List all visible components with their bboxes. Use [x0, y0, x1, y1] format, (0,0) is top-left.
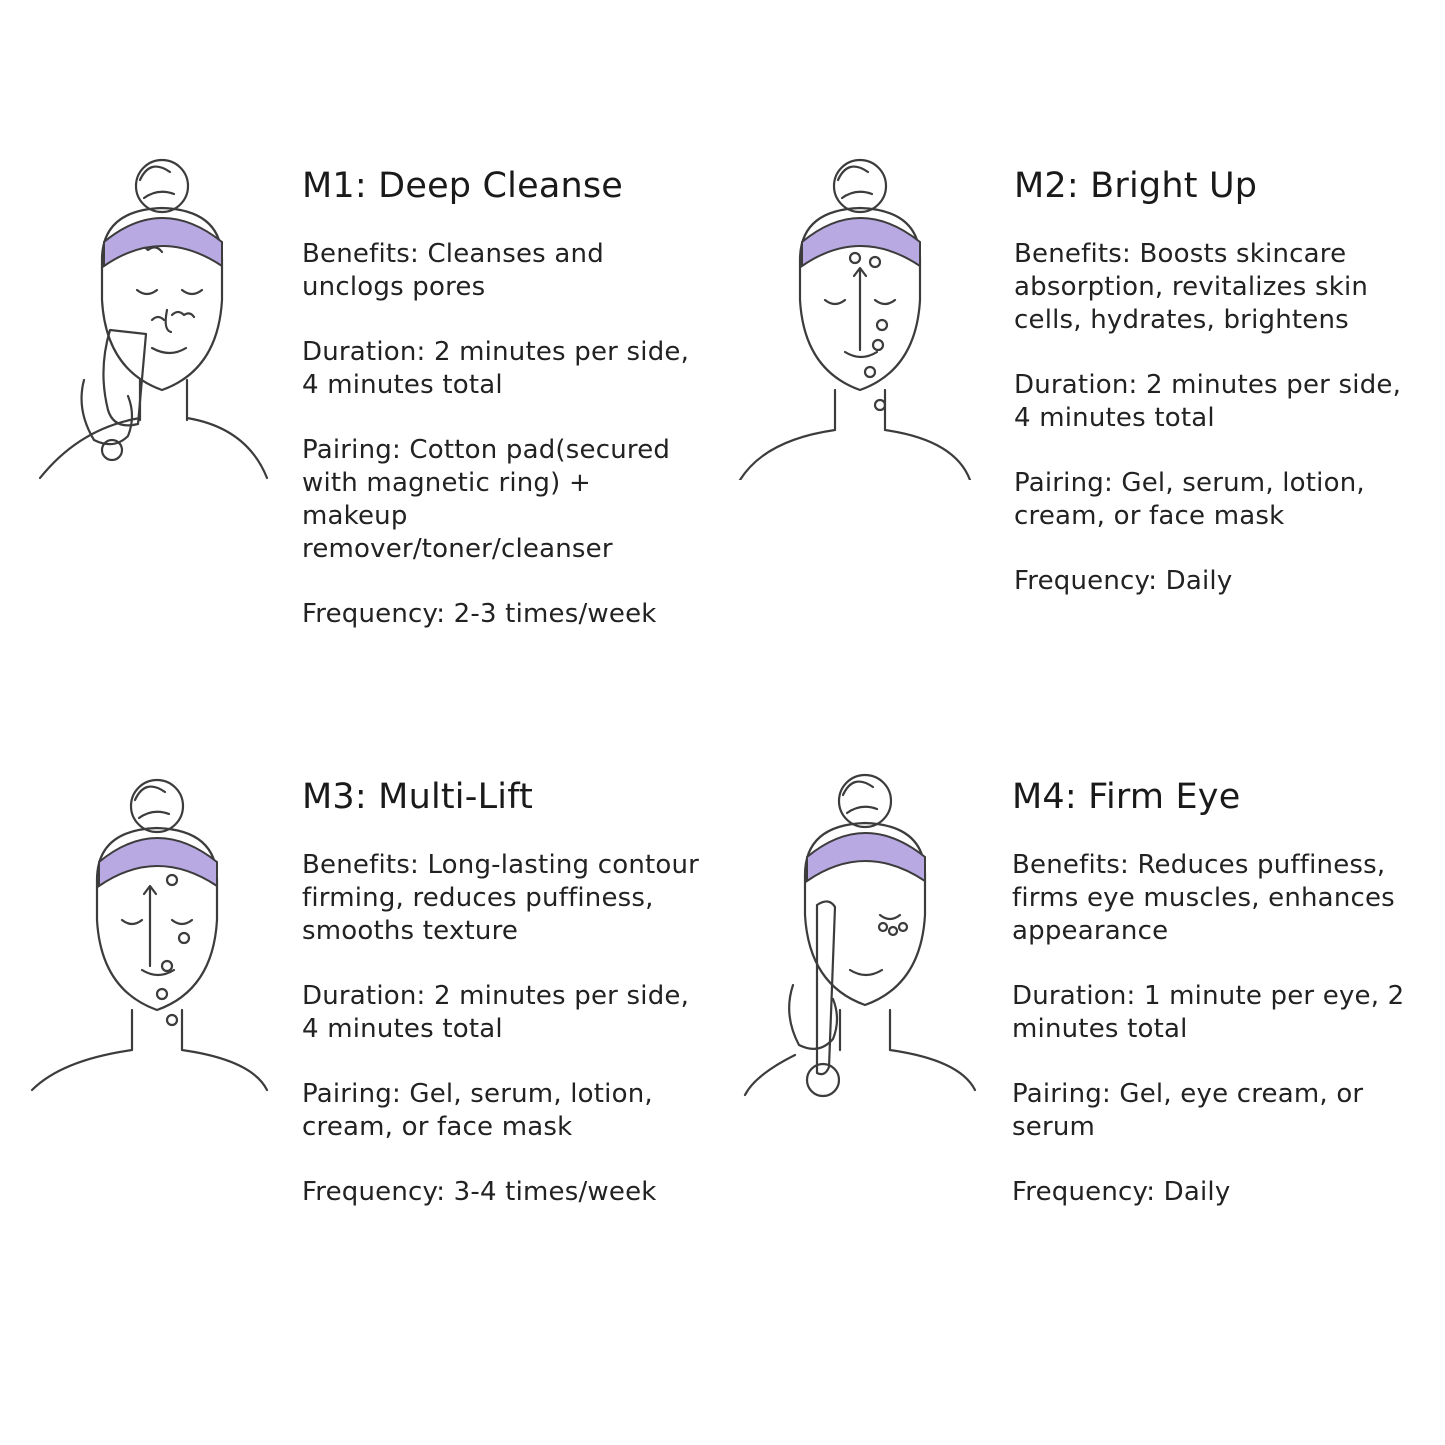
pairing-text: Pairing: Gel, serum, lotion, cream, or face mask — [1014, 468, 1365, 531]
woman-using-eye-device-icon — [735, 765, 995, 1105]
benefits-text: Benefits: Boosts skincare absorption, revitalizes skin cells, hydrates, brightens — [1014, 239, 1369, 335]
woman-using-cleansing-device-icon — [22, 150, 282, 480]
frequency-text: Frequency: Daily — [1012, 1177, 1231, 1207]
benefits-text: Benefits: Reduces puffiness, firms eye muscles, enhances appearance — [1012, 850, 1395, 946]
face-massage-direction-icon — [730, 150, 990, 480]
pairing-text: Pairing: Gel, serum, lotion, cream, or face mask — [302, 1079, 653, 1142]
duration-text: Duration: 2 minutes per side, 4 minutes total — [1014, 370, 1402, 433]
duration-text: Duration: 2 minutes per side, 4 minutes total — [302, 981, 690, 1044]
face-lift-direction-icon — [22, 770, 282, 1100]
mode-title: M3: Multi-Lift — [302, 777, 534, 817]
duration-text: Duration: 1 minute per eye, 2 minutes total — [1012, 981, 1405, 1044]
frequency-text: Frequency: 3-4 times/week — [302, 1177, 657, 1207]
pairing-text: Pairing: Gel, eye cream, or serum — [1012, 1079, 1364, 1142]
benefits-text: Benefits: Cleanses and unclogs pores — [302, 239, 604, 302]
pairing-text: Pairing: Cotton pad(secured with magnetic ring) + makeup remover/toner/cleanser — [302, 435, 671, 564]
mode-title: M4: Firm Eye — [1012, 777, 1241, 817]
mode-title: M2: Bright Up — [1014, 166, 1258, 206]
frequency-text: Frequency: Daily — [1014, 566, 1233, 596]
frequency-text: Frequency: 2-3 times/week — [302, 599, 657, 629]
mode-title: M1: Deep Cleanse — [302, 166, 624, 206]
duration-text: Duration: 2 minutes per side, 4 minutes total — [302, 337, 690, 400]
benefits-text: Benefits: Long-lasting contour firming, reduces puffiness, smooths texture — [302, 850, 700, 946]
